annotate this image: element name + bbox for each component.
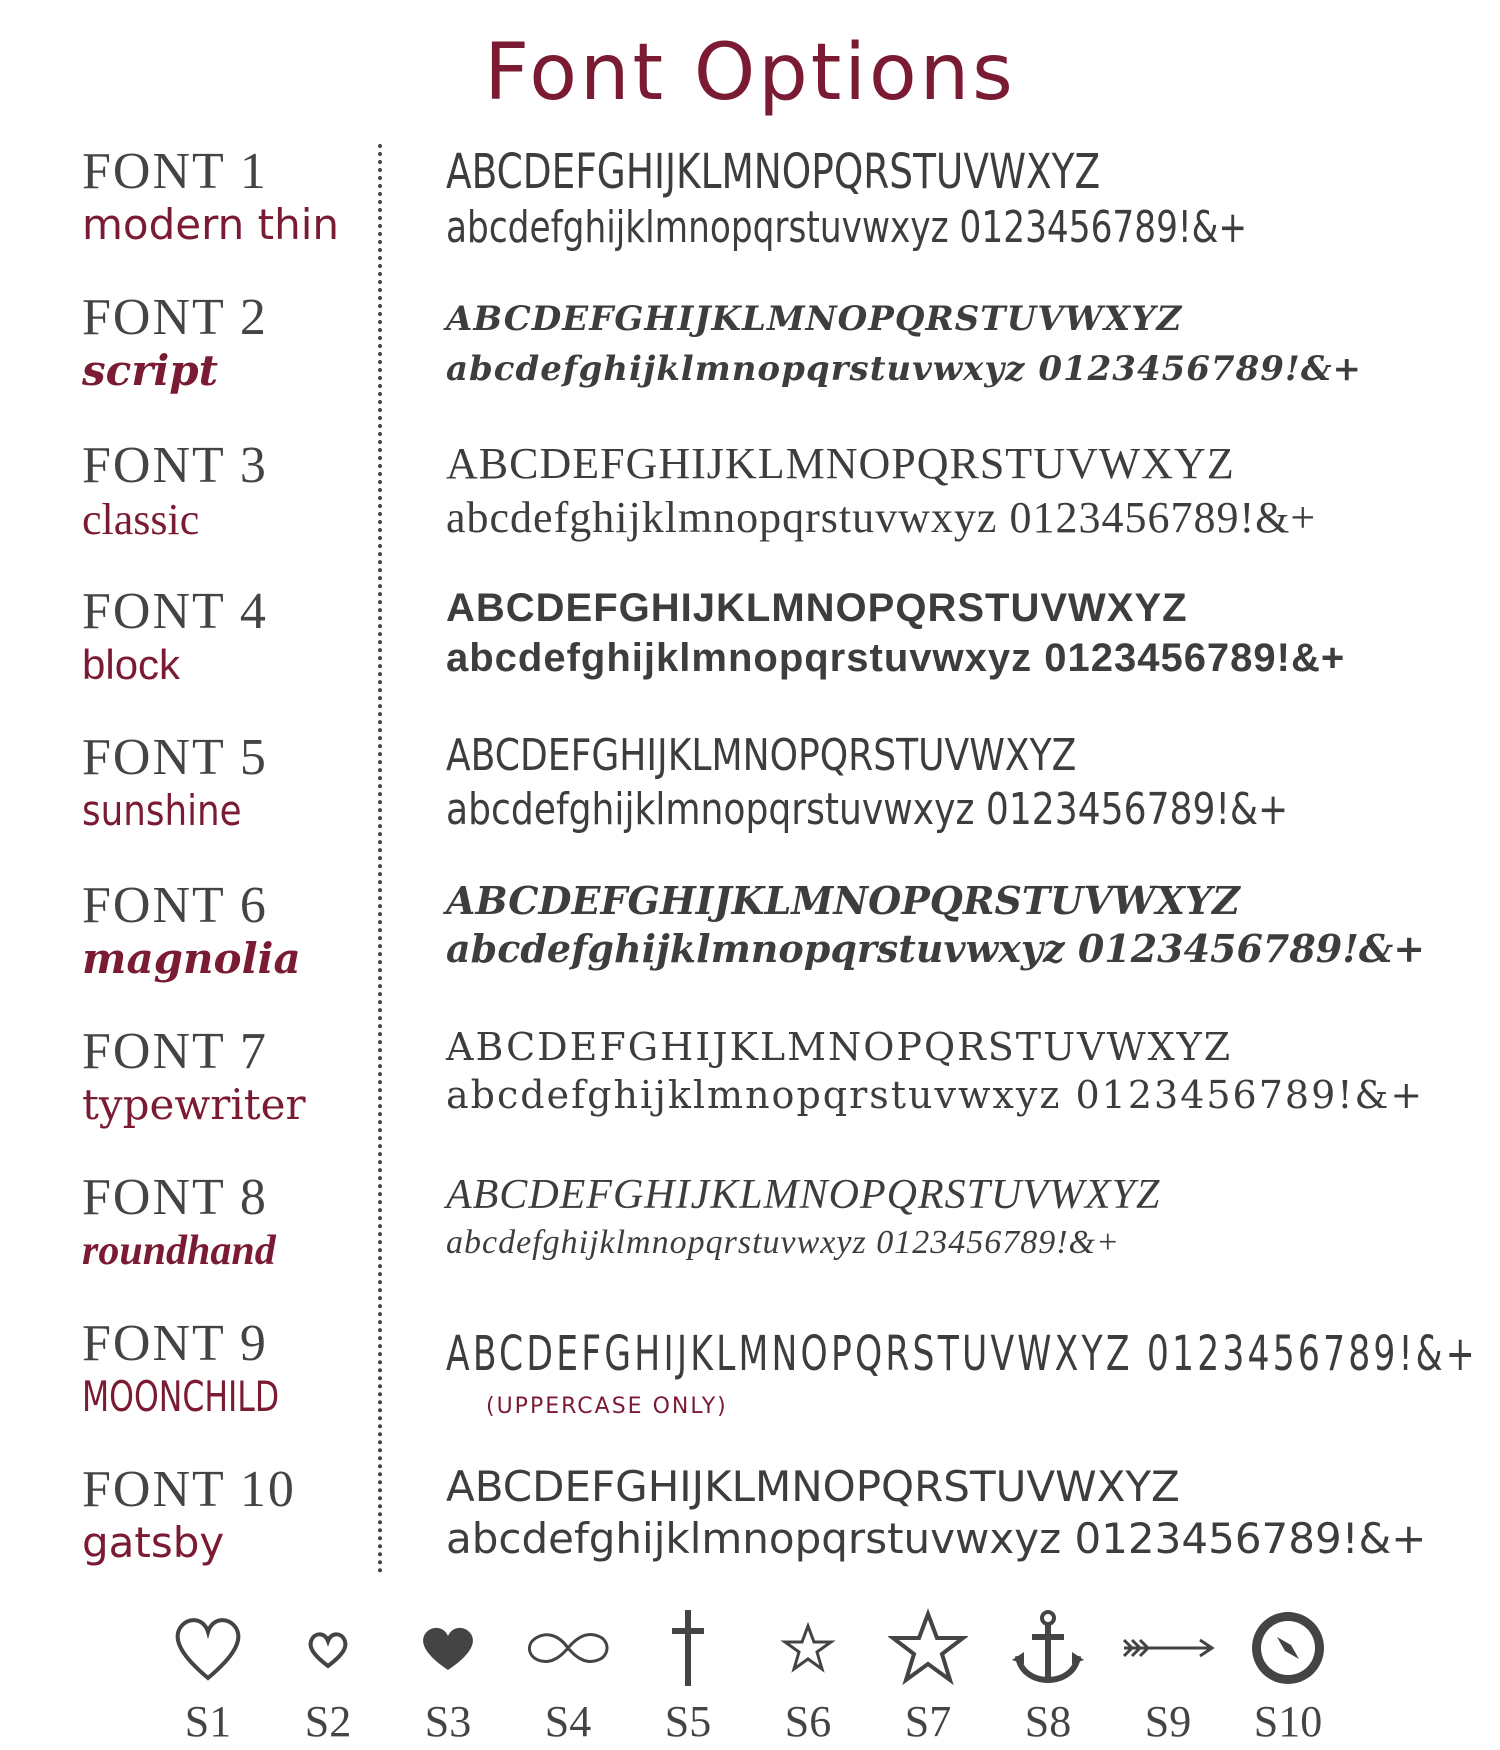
font-name: script: [82, 346, 219, 395]
star-outline-icon: [888, 1608, 968, 1688]
uppercase-sample: ABCDEFGHIJKLMNOPQRSTUVWXYZ: [446, 439, 1235, 488]
font-sample: [446, 299, 1362, 389]
uppercase-sample: ABCDEFGHIJKLMNOPQRSTUVWXYZ: [446, 730, 1077, 781]
symbol-option-s5[interactable]: [628, 1608, 748, 1744]
font-number: FONT 9: [82, 1315, 268, 1372]
font-number: FONT 1: [82, 143, 268, 200]
font-name: classic: [82, 495, 200, 544]
lowercase-sample: abcdefghijklmnopqrstuvwxyz 0123456789!&+: [446, 1073, 1425, 1117]
heart-filled-icon: [408, 1608, 488, 1688]
font-name: roundhand: [82, 1228, 276, 1274]
font-label: [82, 583, 268, 688]
font-option-3[interactable]: [0, 437, 1500, 586]
uppercase-sample: ABCDEFGHIJKLMNOPQRSTUVWXYZ: [446, 144, 1101, 200]
lowercase-sample: abcdefghijklmnopqrstuvwxyz 0123456789!&+: [446, 349, 1362, 389]
symbol-code: S4: [544, 1697, 592, 1746]
symbol-code: S1: [184, 1697, 232, 1746]
symbol-code: S5: [664, 1697, 712, 1746]
small-heart-outline-icon: [288, 1608, 368, 1688]
symbol-option-s6[interactable]: [748, 1608, 868, 1744]
font-label: [82, 877, 301, 983]
font-sample: [446, 1462, 1427, 1563]
small-star-outline-icon: [768, 1608, 848, 1688]
page-title: Font Options: [484, 28, 1016, 118]
font-sample: [446, 878, 1426, 971]
symbol-option-s10[interactable]: [1228, 1608, 1348, 1744]
font-label: [82, 289, 268, 395]
font-label: [82, 437, 268, 544]
symbol-option-s9[interactable]: [1108, 1608, 1228, 1744]
font-number: FONT 3: [82, 437, 268, 494]
font-option-1[interactable]: [0, 143, 1500, 292]
symbol-code: S8: [1024, 1697, 1072, 1746]
font-option-4[interactable]: [0, 583, 1500, 732]
font-name: modern thin: [82, 200, 339, 249]
symbol-code: S2: [304, 1697, 352, 1746]
lowercase-sample: abcdefghijklmnopqrstuvwxyz 0123456789!&+: [446, 926, 1426, 971]
uppercase-sample: ABCDEFGHIJKLMNOPQRSTUVWXYZ: [446, 1172, 1161, 1218]
font-number: FONT 2: [82, 289, 268, 346]
lowercase-sample: abcdefghijklmnopqrstuvwxyz 0123456789!&+: [446, 1224, 1120, 1261]
font-sample: [446, 1326, 1500, 1419]
font-name: typewriter: [82, 1080, 306, 1129]
lowercase-sample: abcdefghijklmnopqrstuvwxyz 0123456789!&+: [446, 784, 1289, 835]
uppercase-only-note: (UPPERCASE ONLY): [486, 1394, 728, 1419]
arrow-icon: [1118, 1608, 1218, 1688]
symbol-option-s7[interactable]: [868, 1608, 988, 1744]
lowercase-sample: abcdefghijklmnopqrstuvwxyz 0123456789!&+: [446, 493, 1317, 542]
lowercase-sample: abcdefghijklmnopqrstuvwxyz 0123456789!&+: [446, 1514, 1427, 1563]
uppercase-sample: ABCDEFGHIJKLMNOPQRSTUVWXYZ: [446, 1025, 1233, 1069]
symbol-code: S10: [1253, 1697, 1323, 1746]
symbol-option-s4[interactable]: [508, 1608, 628, 1744]
font-option-5[interactable]: [0, 729, 1500, 878]
font-option-7[interactable]: [0, 1023, 1500, 1172]
font-name: MOONCHILD: [82, 1372, 280, 1421]
uppercase-sample: ABCDEFGHIJKLMNOPQRSTUVWXYZ: [446, 586, 1188, 630]
font-label: [82, 143, 339, 249]
font-name: block: [82, 641, 181, 688]
font-sample: [446, 439, 1317, 542]
font-option-2[interactable]: [0, 289, 1500, 438]
font-name: gatsby: [82, 1518, 225, 1567]
font-option-8[interactable]: [0, 1169, 1500, 1318]
font-label: [82, 1169, 276, 1274]
heart-outline-icon: [168, 1608, 248, 1688]
font-sample: [446, 588, 1345, 678]
font-option-9[interactable]: [0, 1315, 1500, 1464]
uppercase-sample: ABCDEFGHIJKLMNOPQRSTUVWXYZ: [446, 1462, 1180, 1511]
font-number: FONT 10: [82, 1461, 296, 1518]
symbol-code: S3: [424, 1697, 472, 1746]
symbol-code: S7: [904, 1697, 952, 1746]
symbol-code: S6: [784, 1697, 832, 1746]
font-number: FONT 8: [82, 1169, 268, 1226]
cross-icon: [648, 1608, 728, 1688]
symbol-code: S9: [1144, 1697, 1192, 1746]
font-option-10[interactable]: [0, 1461, 1500, 1610]
font-label: [82, 1461, 296, 1567]
lowercase-sample: abcdefghijklmnopqrstuvwxyz 0123456789!&+: [446, 202, 1248, 253]
uppercase-sample: ABCDEFGHIJKLMNOPQRSTUVWXYZ: [446, 299, 1183, 339]
symbol-option-s1[interactable]: [148, 1608, 268, 1744]
font-option-6[interactable]: [0, 877, 1500, 1026]
font-number: FONT 5: [82, 729, 268, 786]
symbol-option-s2[interactable]: [268, 1608, 388, 1744]
font-number: FONT 6: [82, 877, 268, 934]
font-number: FONT 4: [82, 583, 268, 640]
font-label: [82, 1315, 345, 1421]
uppercase-sample: ABCDEFGHIJKLMNOPQRSTUVWXYZ: [446, 878, 1240, 923]
font-name: magnolia: [82, 934, 301, 983]
font-sample: [446, 1174, 1160, 1260]
anchor-icon: [1008, 1608, 1088, 1688]
compass-icon: [1243, 1608, 1333, 1688]
symbol-option-s3[interactable]: [388, 1608, 508, 1744]
font-name: sunshine: [82, 786, 242, 835]
symbol-options: [0, 1608, 1500, 1748]
font-label: [82, 729, 270, 835]
font-sample: [446, 1025, 1425, 1117]
uppercase-sample: ABCDEFGHIJKLMNOPQRSTUVWXYZ 0123456789!&+: [446, 1326, 1478, 1382]
symbol-option-s8[interactable]: [988, 1608, 1108, 1744]
infinity-icon: [518, 1608, 618, 1688]
font-sample: [446, 730, 1473, 835]
lowercase-sample: abcdefghijklmnopqrstuvwxyz 0123456789!&+: [446, 636, 1346, 680]
font-number: FONT 7: [82, 1023, 268, 1080]
font-label: [82, 1023, 306, 1129]
font-sample: [446, 144, 1473, 253]
